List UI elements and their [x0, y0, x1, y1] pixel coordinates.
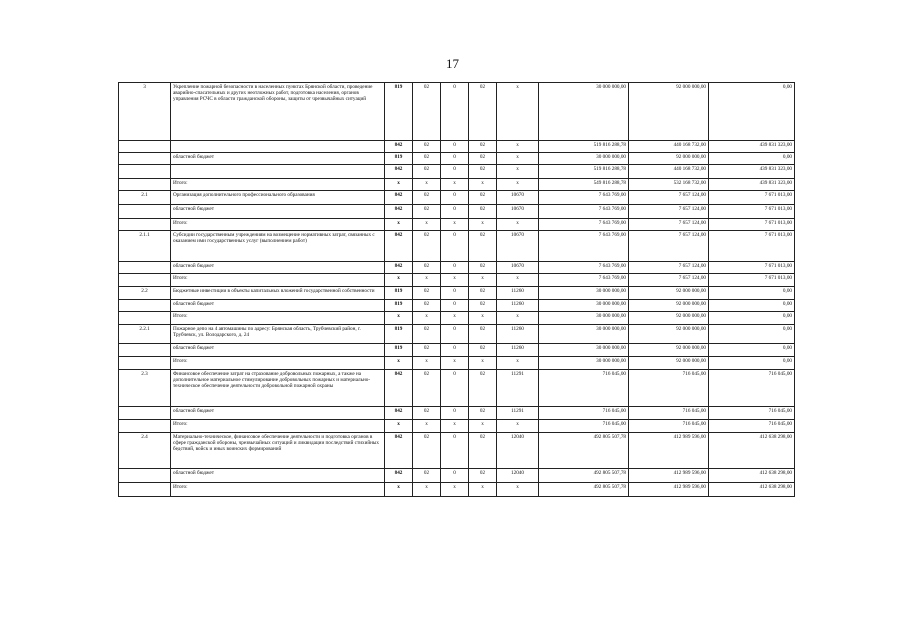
row-number	[119, 205, 171, 219]
row-number: 2.2.1	[119, 325, 171, 344]
code-direction: x	[497, 219, 539, 231]
code-podrazdel: 0	[441, 262, 469, 274]
value-year-2: 92 000 000,00	[629, 153, 709, 165]
row-number	[119, 262, 171, 274]
value-year-1: 30 000 000,00	[539, 312, 629, 325]
value-year-2: 92 000 000,00	[629, 325, 709, 344]
code-glava: 842	[385, 262, 413, 274]
row-number: 3	[119, 83, 171, 141]
table-row	[119, 300, 795, 312]
code-podrazdel: x	[441, 312, 469, 325]
row-number: 2.4	[119, 433, 171, 469]
row-number	[119, 469, 171, 483]
code-glava: 842	[385, 469, 413, 483]
value-year-1: 30 000 000,00	[539, 357, 629, 370]
budget-table	[118, 82, 795, 497]
code-direction: 12040	[497, 469, 539, 483]
value-year-1: 716 045,00	[539, 370, 629, 407]
value-year-1: 7 643 769,00	[539, 274, 629, 287]
code-podrazdel: 0	[441, 433, 469, 469]
value-year-2: 7 657 124,00	[629, 274, 709, 287]
code-direction: 11291	[497, 407, 539, 420]
code-razdel: 02	[413, 325, 441, 344]
value-year-2: 412 989 596,00	[629, 433, 709, 469]
code-glava: x	[385, 274, 413, 287]
row-name: Итого:	[171, 357, 385, 370]
code-program: 02	[469, 370, 497, 407]
value-year-1: 716 045,00	[539, 407, 629, 420]
code-podrazdel: x	[441, 219, 469, 231]
code-glava: 819	[385, 287, 413, 300]
value-year-3: 412 638 298,00	[709, 433, 795, 469]
code-program: x	[469, 312, 497, 325]
value-year-2: 716 045,00	[629, 407, 709, 420]
table-row	[119, 262, 795, 274]
code-direction: 10670	[497, 262, 539, 274]
table-row	[119, 205, 795, 219]
row-number	[119, 312, 171, 325]
value-year-3: 7 671 013,00	[709, 262, 795, 274]
code-podrazdel: 0	[441, 231, 469, 262]
table-row	[119, 344, 795, 357]
code-program: 02	[469, 205, 497, 219]
code-program: x	[469, 274, 497, 287]
value-year-2: 7 657 124,00	[629, 262, 709, 274]
value-year-1: 492 805 507,78	[539, 483, 629, 497]
value-year-3: 0,00	[709, 300, 795, 312]
value-year-2: 92 000 000,00	[629, 357, 709, 370]
code-glava: x	[385, 357, 413, 370]
code-razdel: 02	[413, 153, 441, 165]
row-number	[119, 274, 171, 287]
value-year-3: 716 045,00	[709, 407, 795, 420]
table-row	[119, 433, 795, 469]
table-row	[119, 483, 795, 497]
value-year-3: 0,00	[709, 287, 795, 300]
code-program: 02	[469, 141, 497, 153]
code-program: x	[469, 179, 497, 191]
value-year-1: 716 045,00	[539, 420, 629, 433]
table-row	[119, 219, 795, 231]
code-glava: 842	[385, 370, 413, 407]
row-name: Итого:	[171, 274, 385, 287]
code-razdel: 02	[413, 262, 441, 274]
row-name: Материально-техническое, финансовое обеспечение деятельности и подготовка органов в сфере гражданской обороны, чрезвычайных ситуаций и ликвидации последствий стихийных бедствий, войск и иных воинских формирований	[171, 433, 385, 469]
code-podrazdel: 0	[441, 83, 469, 141]
value-year-2: 92 000 000,00	[629, 300, 709, 312]
code-glava: x	[385, 483, 413, 497]
code-program: 02	[469, 287, 497, 300]
code-podrazdel: 0	[441, 300, 469, 312]
code-razdel: 02	[413, 300, 441, 312]
table-row	[119, 83, 795, 141]
table-row	[119, 407, 795, 420]
value-year-3: 716 045,00	[709, 370, 795, 407]
value-year-1: 519 816 288,78	[539, 165, 629, 179]
code-glava: 842	[385, 141, 413, 153]
code-program: 02	[469, 469, 497, 483]
code-direction: 10670	[497, 205, 539, 219]
value-year-2: 532 168 732,00	[629, 179, 709, 191]
code-program: 02	[469, 344, 497, 357]
value-year-3: 7 671 013,00	[709, 191, 795, 205]
value-year-1: 7 643 769,00	[539, 191, 629, 205]
value-year-3: 7 671 013,00	[709, 274, 795, 287]
code-razdel: 02	[413, 231, 441, 262]
row-name: Укрепление пожарной безопасности в населенных пунктах Брянской области, проведение аварийно-спасательных и других неотложных работ, подготовка населения, органов управления РСЧС в области гражданской обороны, защиты от чрезвычайных ситуаций	[171, 83, 385, 141]
code-direction: x	[497, 420, 539, 433]
code-direction: x	[497, 83, 539, 141]
value-year-2: 412 989 596,00	[629, 483, 709, 497]
value-year-3: 439 831 323,00	[709, 165, 795, 179]
table-row	[119, 153, 795, 165]
code-razdel: x	[413, 274, 441, 287]
code-direction: 11291	[497, 370, 539, 407]
table-row	[119, 231, 795, 262]
code-direction: x	[497, 357, 539, 370]
code-razdel: x	[413, 219, 441, 231]
row-name: Итого:	[171, 420, 385, 433]
row-name: областной бюджет	[171, 344, 385, 357]
row-name	[171, 165, 385, 179]
value-year-3: 0,00	[709, 153, 795, 165]
value-year-3: 0,00	[709, 83, 795, 141]
row-number: 2.1.1	[119, 231, 171, 262]
table-row	[119, 370, 795, 407]
value-year-1: 30 000 000,00	[539, 325, 629, 344]
value-year-2: 92 000 000,00	[629, 287, 709, 300]
value-year-1: 7 643 769,00	[539, 262, 629, 274]
value-year-3: 7 671 013,00	[709, 205, 795, 219]
row-number	[119, 420, 171, 433]
code-direction: x	[497, 179, 539, 191]
code-razdel: 02	[413, 370, 441, 407]
code-direction: 11260	[497, 300, 539, 312]
code-glava: x	[385, 179, 413, 191]
value-year-1: 7 643 769,00	[539, 231, 629, 262]
row-number	[119, 141, 171, 153]
value-year-1: 7 643 769,00	[539, 205, 629, 219]
code-podrazdel: 0	[441, 165, 469, 179]
value-year-3: 0,00	[709, 344, 795, 357]
code-direction: 12040	[497, 433, 539, 469]
row-name	[171, 141, 385, 153]
code-program: 02	[469, 325, 497, 344]
value-year-1: 30 000 000,00	[539, 83, 629, 141]
code-program: 02	[469, 300, 497, 312]
code-razdel: x	[413, 179, 441, 191]
code-direction: 11260	[497, 325, 539, 344]
value-year-3: 439 831 323,00	[709, 179, 795, 191]
row-number: 2.1	[119, 191, 171, 205]
code-razdel: 02	[413, 287, 441, 300]
code-glava: 842	[385, 205, 413, 219]
code-program: 02	[469, 262, 497, 274]
code-program: x	[469, 219, 497, 231]
code-podrazdel: 0	[441, 407, 469, 420]
code-podrazdel: x	[441, 420, 469, 433]
table-row	[119, 274, 795, 287]
code-program: 02	[469, 153, 497, 165]
code-podrazdel: 0	[441, 191, 469, 205]
value-year-1: 30 000 000,00	[539, 153, 629, 165]
code-podrazdel: 0	[441, 344, 469, 357]
value-year-2: 7 657 124,00	[629, 219, 709, 231]
code-direction: x	[497, 141, 539, 153]
code-program: x	[469, 483, 497, 497]
value-year-2: 7 657 124,00	[629, 205, 709, 219]
code-podrazdel: 0	[441, 205, 469, 219]
code-razdel: 02	[413, 469, 441, 483]
value-year-1: 30 000 000,00	[539, 344, 629, 357]
code-direction: x	[497, 274, 539, 287]
code-glava: 819	[385, 83, 413, 141]
code-program: x	[469, 420, 497, 433]
code-razdel: 02	[413, 165, 441, 179]
value-year-1: 549 816 288,78	[539, 179, 629, 191]
code-program: 02	[469, 191, 497, 205]
row-name: областной бюджет	[171, 300, 385, 312]
value-year-2: 440 168 732,00	[629, 165, 709, 179]
value-year-3: 7 671 013,00	[709, 219, 795, 231]
code-razdel: 02	[413, 407, 441, 420]
row-name: Финансовое обеспечение затрат на страхование добровольных пожарных, а также на дополнительное материальное стимулирование добровольных пожарных и материально-техническое обеспечение деятельности добровольной пожарной охраны	[171, 370, 385, 407]
code-program: 02	[469, 433, 497, 469]
code-glava: 842	[385, 231, 413, 262]
row-number	[119, 165, 171, 179]
code-glava: 819	[385, 325, 413, 344]
value-year-1: 7 643 769,00	[539, 219, 629, 231]
row-name: Бюджетные инвестиции в объекты капитальных вложений государственной собственности	[171, 287, 385, 300]
code-glava: 842	[385, 165, 413, 179]
code-direction: x	[497, 312, 539, 325]
code-razdel: 02	[413, 433, 441, 469]
code-razdel: 02	[413, 344, 441, 357]
row-name: областной бюджет	[171, 205, 385, 219]
code-razdel: 02	[413, 191, 441, 205]
code-glava: 819	[385, 300, 413, 312]
value-year-1: 492 805 507,78	[539, 469, 629, 483]
table-row	[119, 287, 795, 300]
value-year-2: 412 989 596,00	[629, 469, 709, 483]
code-podrazdel: 0	[441, 141, 469, 153]
table-row	[119, 469, 795, 483]
code-glava: 842	[385, 433, 413, 469]
code-razdel: x	[413, 357, 441, 370]
value-year-2: 92 000 000,00	[629, 83, 709, 141]
row-name: Итого:	[171, 312, 385, 325]
code-podrazdel: 0	[441, 153, 469, 165]
code-podrazdel: x	[441, 274, 469, 287]
row-name: Итого:	[171, 219, 385, 231]
row-number: 2.2	[119, 287, 171, 300]
value-year-1: 492 805 507,78	[539, 433, 629, 469]
row-name: областной бюджет	[171, 407, 385, 420]
code-razdel: 02	[413, 141, 441, 153]
row-name: Субсидии государственным учреждениям на возмещение нормативных затрат, связанных с оказанием ими государственных услуг (выполнением работ)	[171, 231, 385, 262]
value-year-2: 716 045,00	[629, 370, 709, 407]
code-direction: 10670	[497, 231, 539, 262]
row-number	[119, 153, 171, 165]
code-direction: 11260	[497, 344, 539, 357]
row-name: Пожарное депо на 4 автомашины по адресу: Брянская область, Трубчевский район, г. Трубчевск, ул. Володарского, д. 24	[171, 325, 385, 344]
value-year-2: 440 168 732,00	[629, 141, 709, 153]
row-name: областной бюджет	[171, 262, 385, 274]
code-program: 02	[469, 165, 497, 179]
code-podrazdel: x	[441, 483, 469, 497]
table-row	[119, 191, 795, 205]
row-name: областной бюджет	[171, 153, 385, 165]
table-row	[119, 179, 795, 191]
row-name: областной бюджет	[171, 469, 385, 483]
value-year-1: 30 000 000,00	[539, 287, 629, 300]
code-podrazdel: x	[441, 179, 469, 191]
table-row	[119, 357, 795, 370]
code-program: 02	[469, 83, 497, 141]
code-razdel: x	[413, 483, 441, 497]
value-year-3: 0,00	[709, 357, 795, 370]
row-number: 2.3	[119, 370, 171, 407]
code-glava: x	[385, 219, 413, 231]
code-program: x	[469, 357, 497, 370]
code-glava: 842	[385, 407, 413, 420]
value-year-2: 92 000 000,00	[629, 312, 709, 325]
value-year-3: 0,00	[709, 312, 795, 325]
value-year-3: 7 671 013,00	[709, 231, 795, 262]
row-number	[119, 179, 171, 191]
code-glava: 842	[385, 191, 413, 205]
row-name: Итого:	[171, 179, 385, 191]
code-razdel: 02	[413, 205, 441, 219]
table-row	[119, 141, 795, 153]
value-year-3: 439 831 323,00	[709, 141, 795, 153]
code-direction: x	[497, 165, 539, 179]
table-row	[119, 165, 795, 179]
value-year-2: 7 657 124,00	[629, 231, 709, 262]
table-row	[119, 312, 795, 325]
code-podrazdel: 0	[441, 370, 469, 407]
code-direction: x	[497, 153, 539, 165]
code-glava: x	[385, 312, 413, 325]
code-program: 02	[469, 407, 497, 420]
table-row	[119, 420, 795, 433]
row-name: Итого:	[171, 483, 385, 497]
value-year-2: 7 657 124,00	[629, 191, 709, 205]
row-number	[119, 219, 171, 231]
value-year-2: 92 000 000,00	[629, 344, 709, 357]
code-direction: x	[497, 483, 539, 497]
code-glava: 819	[385, 344, 413, 357]
row-number	[119, 407, 171, 420]
value-year-2: 716 045,00	[629, 420, 709, 433]
code-direction: 11260	[497, 287, 539, 300]
code-razdel: x	[413, 420, 441, 433]
code-program: 02	[469, 231, 497, 262]
code-podrazdel: x	[441, 357, 469, 370]
row-number	[119, 344, 171, 357]
code-podrazdel: 0	[441, 469, 469, 483]
table-body	[119, 83, 795, 497]
value-year-3: 412 638 298,00	[709, 469, 795, 483]
row-number	[119, 300, 171, 312]
row-name: Организация дополнительного профессионального образования	[171, 191, 385, 205]
code-razdel: 02	[413, 83, 441, 141]
value-year-3: 412 638 298,00	[709, 483, 795, 497]
code-glava: 819	[385, 153, 413, 165]
row-number	[119, 357, 171, 370]
value-year-3: 716 045,00	[709, 420, 795, 433]
code-podrazdel: 0	[441, 287, 469, 300]
code-razdel: x	[413, 312, 441, 325]
value-year-1: 30 000 000,00	[539, 300, 629, 312]
code-podrazdel: 0	[441, 325, 469, 344]
code-glava: x	[385, 420, 413, 433]
value-year-3: 0,00	[709, 325, 795, 344]
value-year-1: 519 816 288,78	[539, 141, 629, 153]
page-number: 17	[446, 56, 459, 71]
table-row	[119, 325, 795, 344]
code-direction: 10670	[497, 191, 539, 205]
row-number	[119, 483, 171, 497]
